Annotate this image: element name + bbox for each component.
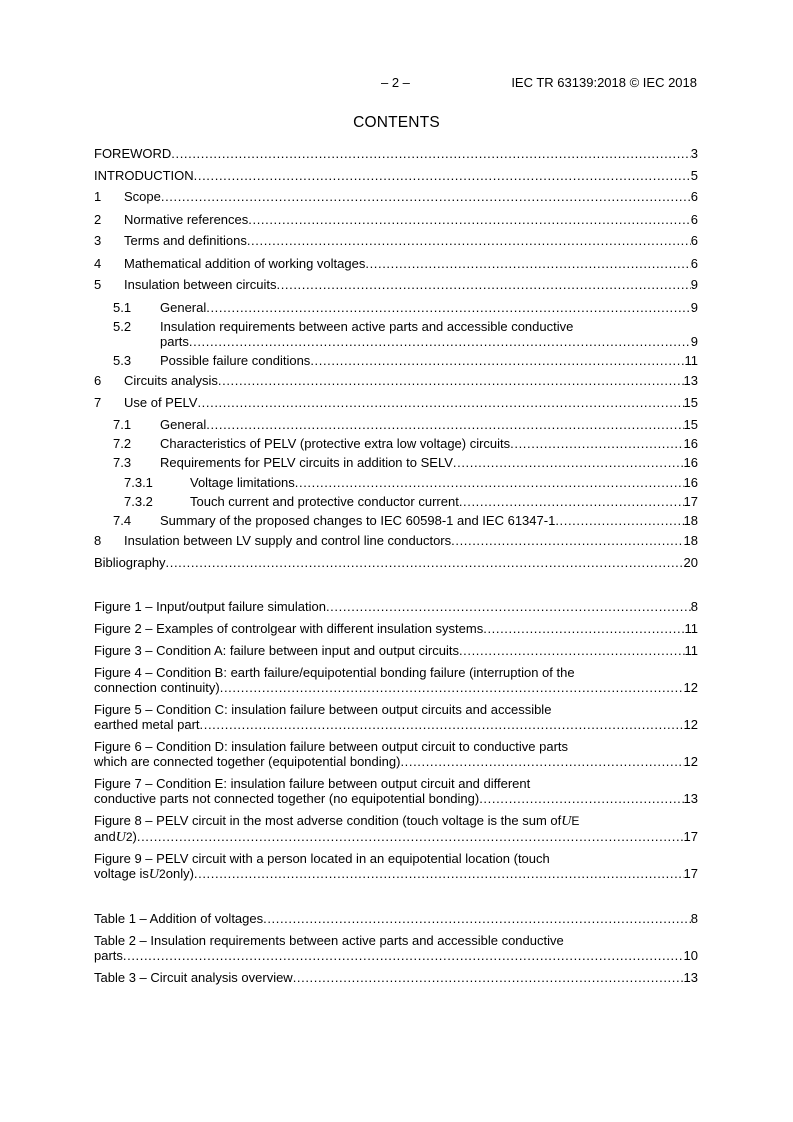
figure-entry-text: Figure 4 – Condition B: earth failure/equipotential bonding failure (interruption of the <box>94 665 575 680</box>
toc-entry-text: Normative references <box>124 212 249 227</box>
toc-entry-5-1[interactable] <box>94 300 698 315</box>
figure-entry-text-end: ) <box>132 829 137 844</box>
toc-entry-page: 17 <box>683 494 698 509</box>
figure-entry-text-continued: which are connected together (equipotential bonding) <box>94 754 401 769</box>
page-number: – 2 – <box>381 75 410 90</box>
toc-entry-number: 7.3.2 <box>124 494 153 509</box>
toc-entry-2[interactable] <box>94 212 698 227</box>
table-entry-text: Table 2 – Insulation requirements between active parts and accessible conductive <box>94 933 564 948</box>
toc-entry-number: 5.3 <box>113 353 132 368</box>
toc-entry-text: INTRODUCTION <box>94 168 194 183</box>
table-entry-text: Table 3 – Circuit analysis overview <box>94 970 293 985</box>
toc-entry-text: Use of PELV <box>124 395 198 410</box>
toc-entry-text: Touch current and protective conductor current <box>190 494 459 509</box>
figure-entry-text: Figure 7 – Condition E: insulation failure between output circuit and different <box>94 776 531 791</box>
toc-entry-bibliography[interactable] <box>94 555 698 570</box>
toc-entry-page: 6 <box>690 256 698 271</box>
figure-entry-text: Figure 5 – Condition C: insulation failure between output circuits and accessible <box>94 702 552 717</box>
toc-entry-number: 3 <box>94 233 102 248</box>
variable-u: U <box>115 830 126 845</box>
toc-entry-text: FOREWORD <box>94 146 172 161</box>
toc-entry-number: 5 <box>94 277 102 292</box>
toc-entry-page: 16 <box>683 455 698 470</box>
toc-entry-number: 8 <box>94 533 102 548</box>
toc-entry-text-continued: parts <box>160 334 189 349</box>
toc-entry-3[interactable] <box>94 233 698 248</box>
figure-entry-page: 17 <box>683 866 698 881</box>
toc-entry-text: Terms and definitions <box>124 233 247 248</box>
figure-entry-2[interactable] <box>94 621 698 636</box>
toc-entry-text: Voltage limitations <box>190 475 295 490</box>
toc-entry-page: 6 <box>690 212 698 227</box>
toc-entry-7[interactable] <box>94 395 698 410</box>
toc-entry-text: Scope <box>124 189 161 204</box>
toc-entry-number: 7.1 <box>113 417 132 432</box>
toc-entry-page: 13 <box>683 373 698 388</box>
figure-entry-6[interactable] <box>94 739 698 769</box>
toc-entry-8[interactable] <box>94 533 698 548</box>
toc-entry-number: 1 <box>94 189 102 204</box>
table-entry-text-continued: parts <box>94 948 123 963</box>
toc-entry-page: 6 <box>690 233 698 248</box>
document-identifier: IEC TR 63139:2018 © IEC 2018 <box>511 75 697 90</box>
figure-entry-4[interactable] <box>94 665 698 695</box>
table-entry-page: 13 <box>683 970 698 985</box>
toc-entry-page: 16 <box>683 475 698 490</box>
figure-entry-page: 17 <box>683 829 698 844</box>
toc-entry-page: 9 <box>690 300 698 315</box>
variable-u: U <box>148 867 160 882</box>
toc-entry-4[interactable] <box>94 256 698 271</box>
toc-entry-text: Bibliography <box>94 555 166 570</box>
toc-entry-page: 3 <box>690 146 698 161</box>
toc-entry-7-4[interactable] <box>94 513 698 528</box>
toc-entry-7-3-1[interactable] <box>94 475 698 490</box>
toc-entry-5-3[interactable] <box>94 353 698 368</box>
toc-entry-6[interactable] <box>94 373 698 388</box>
figure-entry-page: 12 <box>683 717 698 732</box>
toc-entry-text: General <box>160 417 207 432</box>
toc-entry-text: Mathematical addition of working voltages <box>124 256 366 271</box>
figure-entry-3[interactable] <box>94 643 698 658</box>
toc-entry-5[interactable] <box>94 277 698 292</box>
toc-entry-number: 5.1 <box>113 300 132 315</box>
figure-entry-text-continued: conductive parts not connected together (no equipotential bonding) <box>94 791 480 806</box>
toc-entry-text: Insulation between circuits <box>124 277 277 292</box>
figure-entry-text-continued: voltage is <box>94 866 149 881</box>
figure-entry-text: Figure 1 – Input/output failure simulation <box>94 599 326 614</box>
figure-entry-text: Figure 3 – Condition A: failure between input and output circuits <box>94 643 459 658</box>
figure-entry-text-end: only) <box>165 866 194 881</box>
toc-entry-page: 20 <box>683 555 698 570</box>
toc-entry-5-2[interactable] <box>94 319 698 349</box>
toc-entry-number: 7.3 <box>113 455 132 470</box>
toc-entry-number: 7 <box>94 395 102 410</box>
figure-entry-page: 11 <box>684 621 698 636</box>
toc-entry-number: 2 <box>94 212 102 227</box>
toc-entry-number: 4 <box>94 256 102 271</box>
toc-entry-text: General <box>160 300 207 315</box>
figure-entry-page: 8 <box>690 599 698 614</box>
figure-entry-page: 11 <box>684 643 698 658</box>
toc-entry-number: 5.2 <box>113 319 132 334</box>
toc-entry-text: Circuits analysis <box>124 373 218 388</box>
toc-entry-page: 9 <box>690 334 698 349</box>
toc-entry-7-1[interactable] <box>94 417 698 432</box>
toc-entry-page: 18 <box>683 533 698 548</box>
figure-entry-text: Figure 8 – PELV circuit in the most adverse condition (touch voltage is the sum of <box>94 813 562 828</box>
table-entry-text: Table 1 – Addition of voltages <box>94 911 264 926</box>
figure-entry-text: Figure 6 – Condition D: insulation failure between output circuit to conductive parts <box>94 739 569 754</box>
toc-entry-text: Insulation between LV supply and control line conductors <box>124 533 452 548</box>
figure-entry-text: Figure 9 – PELV circuit with a person located in an equipotential location (touch <box>94 851 550 866</box>
toc-entry-page: 15 <box>683 395 698 410</box>
toc-entry-page: 18 <box>683 513 698 528</box>
toc-entry-page: 5 <box>690 168 698 183</box>
figure-entry-page: 12 <box>683 680 698 695</box>
table-entry-page: 10 <box>683 948 698 963</box>
contents-title: CONTENTS <box>353 114 440 131</box>
table-entry-2[interactable] <box>94 933 698 963</box>
toc-entry-page: 11 <box>684 353 698 368</box>
figure-entry-1[interactable] <box>94 599 698 614</box>
table-entry-1[interactable] <box>94 911 698 926</box>
figure-entry-9[interactable]: Figure 9 – PELV circuit with a person located in an equipotential location (touch voltage is U 2 only) ..... 17 <box>94 851 698 882</box>
table-entry-3[interactable] <box>94 970 698 985</box>
toc-entry-number: 7.3.1 <box>124 475 153 490</box>
toc-entry-page: 15 <box>683 417 698 432</box>
figure-entry-8[interactable]: Figure 8 – PELV circuit in the most adverse condition (touch voltage is the sum of U E and U 2 ) ..... 17 <box>94 813 698 845</box>
figure-entry-page: 13 <box>683 791 698 806</box>
figure-entry-text-continued: connection continuity) <box>94 680 220 695</box>
toc-entry-foreword[interactable] <box>94 146 698 161</box>
toc-entry-page: 6 <box>690 189 698 204</box>
toc-entry-1[interactable] <box>94 189 698 204</box>
figure-entry-7[interactable] <box>94 776 698 806</box>
toc-entry-page: 9 <box>690 277 698 292</box>
figure-entry-text: Figure 2 – Examples of controlgear with different insulation systems <box>94 621 484 636</box>
figure-entry-page: 12 <box>683 754 698 769</box>
toc-entry-text: Possible failure conditions <box>160 353 311 368</box>
variable-u: U <box>561 814 572 829</box>
toc-entry-number: 6 <box>94 373 102 388</box>
toc-entry-text: Summary of the proposed changes to IEC 60598-1 and IEC 61347-1 <box>160 513 556 528</box>
toc-entry-page: 16 <box>683 436 698 451</box>
figure-entry-text-continued: and <box>94 829 116 844</box>
toc-entry-7-2[interactable] <box>94 436 698 451</box>
figure-entry-text-continued: earthed metal part <box>94 717 200 732</box>
toc-entry-text: Insulation requirements between active parts and accessible conductive <box>160 319 574 334</box>
figure-entry-5[interactable] <box>94 702 698 732</box>
table-entry-page: 8 <box>690 911 698 926</box>
toc-entry-7-3[interactable] <box>94 455 698 470</box>
toc-entry-number: 7.2 <box>113 436 132 451</box>
toc-entry-7-3-2[interactable] <box>94 494 698 509</box>
toc-entry-text: Characteristics of PELV (protective extra low voltage) circuits <box>160 436 511 451</box>
toc-entry-introduction[interactable] <box>94 168 698 183</box>
toc-entry-text: Requirements for PELV circuits in addition to SELV <box>160 455 453 470</box>
toc-entry-number: 7.4 <box>113 513 132 528</box>
